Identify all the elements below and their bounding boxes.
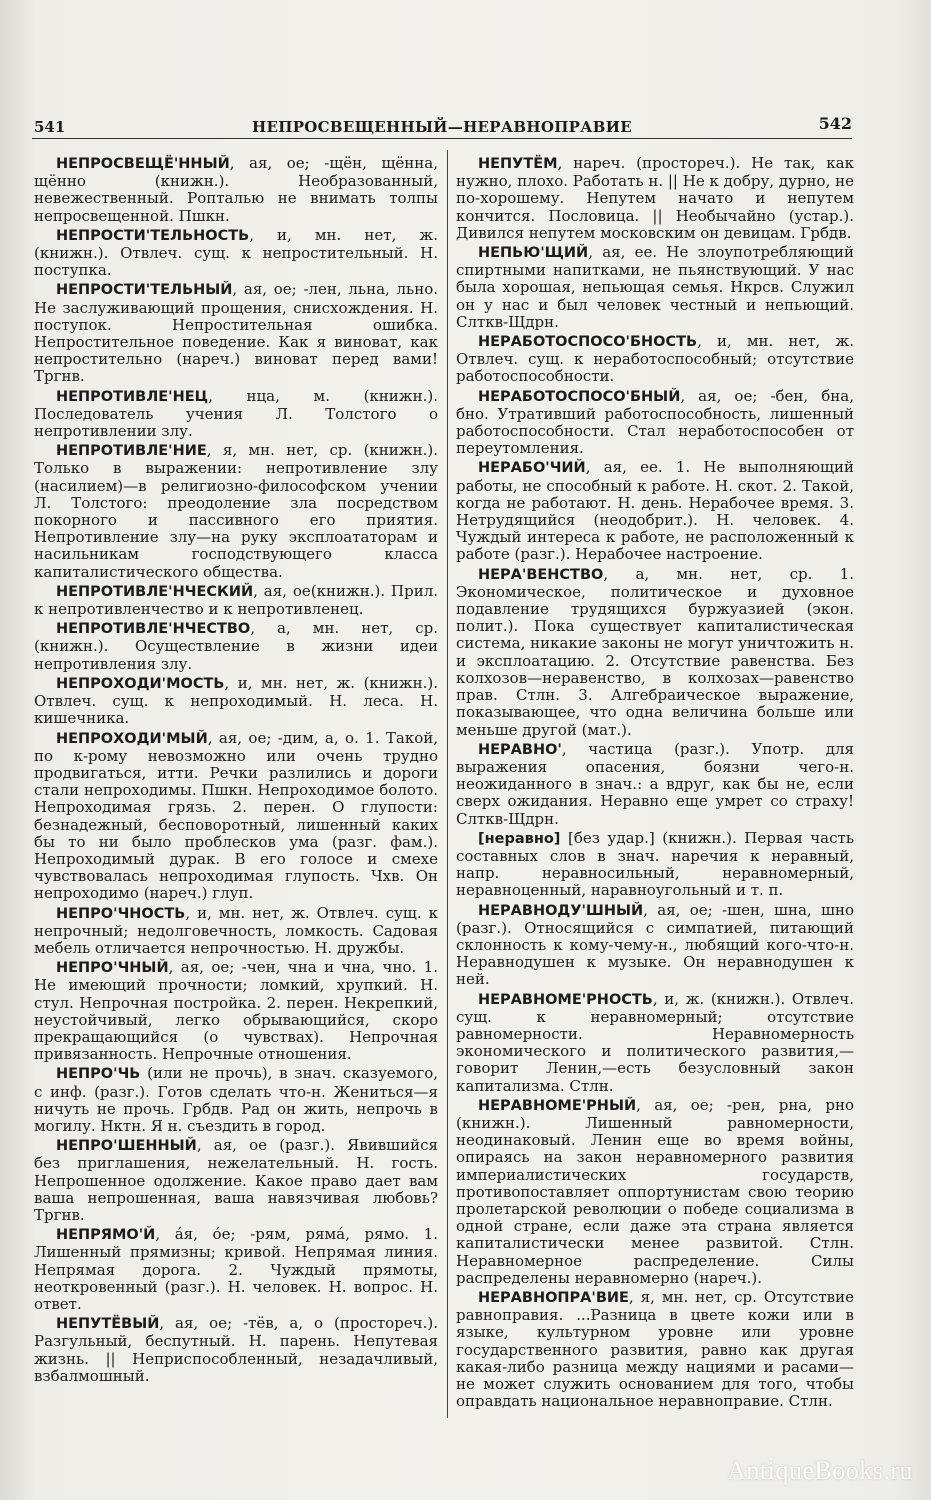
dictionary-entry <box>34 583 438 618</box>
dictionary-entry <box>34 905 438 958</box>
entry-definition: , а, мн. нет, ср. (книжн.). Осуществление в жизни идеи непротивления злу. <box>34 619 438 673</box>
entry-definition: , и, мн. нет, ж. (книжн.). Отвлеч. сущ. к непроходимый. Н. леса. Н. кишечника. <box>34 673 438 728</box>
page-header <box>32 112 852 139</box>
dictionary-entry <box>456 388 854 458</box>
page-number-left: 541 <box>34 118 66 136</box>
entry-headword: НЕПРОХОДИ'МОСТЬ <box>56 675 225 692</box>
entry-headword: НЕПУТЁМ <box>478 156 558 172</box>
right-column <box>456 155 854 1412</box>
entry-headword: НЕПУТЁВЫЙ <box>56 1316 160 1333</box>
entry-definition: [без удар.] (книжн.). Первая часть составных слов в знач. наречия к неравный, напр. неравносильный, неравномерный, неравноценный, наравноугольный и т. п. <box>456 828 854 900</box>
entry-headword: НЕРАБОТОСПОСО'БНОСТЬ <box>478 334 698 351</box>
entry-headword: НЕПЬЮ'ЩИЙ <box>478 245 589 262</box>
entry-headword: [неравно] <box>478 830 561 847</box>
entry-headword: НЕПРОТИВЛЕ'НЕЦ <box>56 388 209 405</box>
dictionary-entry <box>456 566 854 739</box>
entry-definition: , áя, óе; -рям, рямá, рямо. 1. Лишенный прямизны; кривой. Непрямая линия. Непрямая дорога. 2. Чуждый прямоты, неоткровенный (разг.). Н. человек. Н. вопрос. Н. ответ. <box>34 1225 438 1313</box>
entry-definition: , ая, ое (разг.). Явившийся без приглашения, нежелательный. Н. гость. Непрошенное одолжение. Какое право дает вам ваша непрошенная, ваша навязчивая любовь? Тргнв. <box>34 1136 438 1224</box>
entry-definition: , я, мн. нет, ср. (книжн.). Только в выражении: непротивление злу (насилием)—в религиозно-философском учении Л. Толстого: преодоление зла посредством покорного и пассивного его приятия. Непротивление злу—на руку эксплоататорам и насильникам господствующего класса капиталистического общества. <box>34 441 438 581</box>
entry-headword: НЕРАВНО' <box>478 741 562 758</box>
entry-headword: НЕРАВНОПРА'ВИЕ <box>478 1290 629 1306</box>
entry-definition: , ая, ое; -шен, шна, шно (разг.). Относящийся с симпатией, питающий склонность к кому-чему-н., любящий кого-что-н. Неравнодушен к музыке. Он неравнодушен к ней. <box>456 900 854 989</box>
entry-definition: , а, мн. нет, ср. 1. Экономическое, политическое и духовное подавление трудящихся буржуазией (экон. полит.). Пока существует капиталистическая система, никакие законы не могут уничтожить н. и эксплоатацию. 2. Отсутствие равенства. Без колхозов—неравенство, в колхозах—равенство прав. Стлн. 3. Алгебраическое выражение, показывающее, что одна величина больше или меньше другой (мат.). <box>456 564 854 739</box>
entry-definition: , ая, ое; -лен, льна, льно. Не заслуживающий прощения, снисхождения. Н. поступок. Непростительная ошибка. Непростительное поведение. Как я виноват, как непростительно (нареч.) виноват перед вами! Тргнв. <box>34 280 438 386</box>
dictionary-entry <box>34 959 438 1063</box>
dictionary-entry <box>34 1315 438 1385</box>
entry-definition: , нца, м. (книжн.). Последователь учения Л. Толстого о непротивлении злу. <box>34 386 438 441</box>
entry-headword: НЕРАВНОДУ'ШНЫЙ <box>478 902 644 919</box>
entry-definition: , ая, ое(книжн.). Прил. к непротивленчество и к непротивленец. <box>34 581 438 619</box>
dictionary-entry <box>34 281 438 385</box>
dictionary-entry <box>34 730 438 903</box>
entry-definition: , ая, ее. Не злоупотребляющий спиртными напитками, не пьянствующий. У нас была хорошая, непьющая семья. Нкрсв. Служил он у нас и был человек честный и непьющий. Слткв-Щдрн. <box>456 243 854 331</box>
entry-headword: НЕПРОСТИ'ТЕЛЬНОСТЬ <box>56 227 250 244</box>
dictionary-entry <box>456 1097 854 1287</box>
entry-headword: НЕРАВНОМЕ'РНОСТЬ <box>478 991 653 1008</box>
entry-headword: НЕРАБО'ЧИЙ <box>478 460 586 477</box>
entry-definition: , и, мн. нет, ж. Отвлеч. сущ. к неработоспособный; отсутствие работоспособности. <box>456 332 854 386</box>
page-number-right: 542 <box>818 114 852 133</box>
dictionary-entry <box>34 675 438 728</box>
dictionary-entry <box>456 459 854 563</box>
column-divider <box>447 150 448 1418</box>
dictionary-entry <box>456 244 854 331</box>
running-title: НЕПРОСВЕЩЕННЫЙ—НЕРАВНОПРАВИЕ <box>252 118 632 136</box>
dictionary-entry <box>34 1137 438 1224</box>
entry-definition: , ая, ое; -чен, чна и чна, чно. 1. Не имеющий прочности; ломкий, хрупкий. Н. стул. Непрочная постройка. 2. перен. Некрепкий, неустойчивый, легко обрывающийся, скоро прекращающийся (о чувствах). Непрочная привязанность. Непрочные отношения. <box>34 958 438 1064</box>
entry-headword: НЕПРОТИВЛЕ'НЧЕСТВО <box>56 621 251 638</box>
entry-definition: , частица (разг.). Употр. для выражения опасения, боязни чего-н. неожиданного в знач.: а вдруг, как бы не, если сверх ожидания. Неравно еще умрет со страху! Слткв-Щдрн. <box>456 739 854 828</box>
entry-headword: НЕПРОСТИ'ТЕЛЬНЫЙ <box>56 282 233 299</box>
entry-definition: , ая, ое; -тёв, а, о (простореч.). Разгульный, беспутный. Н. парень. Непутевая жизнь. || Неприспособленный, незадачливый, взбалмошный. <box>34 1314 438 1385</box>
entry-headword: НЕПРОХОДИ'МЫЙ <box>56 730 208 747</box>
entry-definition: , я, мн. нет, ср. Отсутствие равноправия. ...Разница в цвете кожи или в языке, культурном уровне или уровне государственного развития, равно как другая какая-либо разница между нациями и расами—не может служить основанием для того, чтобы оправдать национальное неравноправие. Стлн. <box>456 1288 854 1411</box>
dictionary-entry <box>34 442 438 581</box>
dictionary-entry <box>34 1065 438 1135</box>
entry-definition: , и, мн. нет, ж. (книжн.). Отвлеч. сущ. к непростительный. Н. поступка. <box>34 225 438 280</box>
dictionary-entry <box>456 830 854 900</box>
entry-definition: , ая, ое; -бен, бна, бно. Утративший работоспособность, лишенный работоспособности. Стал неработоспособен от переутомления. <box>456 386 854 458</box>
entry-definition: , ая, ое; -рен, рна, рно (книжн.). Лишенный равномерности, неодинаковый. Ленин еще во время войны, опираясь на закон неравномерного развития империалистических государств, противопоставляет оппортунистам свою теорию пролетарской революции о победе социализма в одной стране, если даже эта страна является капиталистически менее развитой. Стлн. Неравномерное распределение. Силы распределены неравномерно (нареч.). <box>456 1095 854 1287</box>
entry-definition: , ая, ее. 1. Не выполняющий работы, не способный к работе. Н. скот. 2. Такой, когда не работают. Н. день. Нерабочее время. 3. Нетрудящийся (неодобрит.). Н. человек. 4. Чуждый интереса к работе, не расположенный к работе (разг.). Нерабочее настроение. <box>456 458 854 564</box>
entry-headword: НЕПРОТИВЛЕ'НИЕ <box>56 443 207 460</box>
dictionary-entry <box>34 388 438 441</box>
dictionary-entry <box>456 1289 854 1410</box>
entry-headword: НЕРА'ВЕНСТВО <box>478 566 604 583</box>
dictionary-entry <box>456 155 854 242</box>
entry-definition: , нареч. (простореч.). Не так, как нужно, плохо. Работать н. || Не к добру, дурно, не по-хорошему. Непутем начато и непутем кончится. Пословица. || Необычайно (устар.). Дивился непутем московским он девицам. Грбдв. <box>456 154 854 242</box>
entry-definition: , и, ж. (книжн.). Отвлеч. сущ. к неравномерный; отсутствие равномерности. Неравномерность экономического и политического развития,—говорит Ленин,—есть безусловный закон капитализма. Стлн. <box>456 989 854 1095</box>
dictionary-entry <box>456 333 854 386</box>
entry-headword: НЕПРОТИВЛЕ'НЧЕСКИЙ <box>56 583 254 600</box>
entry-definition: , и, мн. нет, ж. Отвлеч. сущ. к непрочный; недолговечность, ломкость. Садовая мебель отличается непрочностью. Н. дружбы. <box>34 903 438 957</box>
dictionary-entry <box>34 620 438 673</box>
dictionary-entry <box>456 902 854 989</box>
dictionary-entry <box>34 155 438 225</box>
left-column <box>34 155 438 1387</box>
entry-headword: НЕПРО'ЧНЫЙ <box>56 960 169 977</box>
entry-headword: НЕПРО'ШЕННЫЙ <box>56 1138 197 1155</box>
entry-headword: НЕПРОСВЕЩЁ'ННЫЙ <box>56 156 230 172</box>
entry-definition: (или не прочь), в знач. сказуемого, с инф. (разг.). Готов сделать что-н. Жениться—я ничуть не прочь. Грбдв. Рад он жить, непрочь в могилу. Нктн. Я н. съездить в город. <box>34 1064 438 1135</box>
entry-definition: , ая, ое; -щён, щённа, щённо (книжн.). Необразованный, невежественный. Ропталью не внимать толпы непросвещенной. Пшкн. <box>34 154 438 225</box>
entry-headword: НЕРАБОТОСПОСО'БНЫЙ <box>478 388 681 405</box>
dictionary-entry <box>456 741 854 828</box>
watermark: AntiqueBooks.ru <box>727 1456 913 1485</box>
entry-definition: , ая, ое; -дим, а, о. 1. Такой, по к-рому невозможно или очень трудно продвигаться, итти. Речки разлились и дороги стали непроходимы. Пшкн. Непроходимое болото. Непроходимая грязь. 2. перен. О глупости: безнадежный, бесповоротный, лишенный каких бы то ни было проблесков ума (разг. фам.). Непроходимый дурак. В его голосе и смехе чувствовалась непроходимая глупость. Чхв. Он непроходимо (нареч.) глуп. <box>34 728 438 903</box>
dictionary-entry <box>456 991 854 1095</box>
dictionary-entry <box>34 1226 438 1313</box>
dictionary-entry <box>34 227 438 280</box>
entry-headword: НЕПРО'ЧНОСТЬ <box>56 905 186 922</box>
entry-headword: НЕПРО'ЧЬ <box>56 1066 141 1083</box>
entry-headword: НЕРАВНОМЕ'РНЫЙ <box>478 1097 637 1114</box>
entry-headword: НЕПРЯМО'Й <box>56 1227 156 1244</box>
